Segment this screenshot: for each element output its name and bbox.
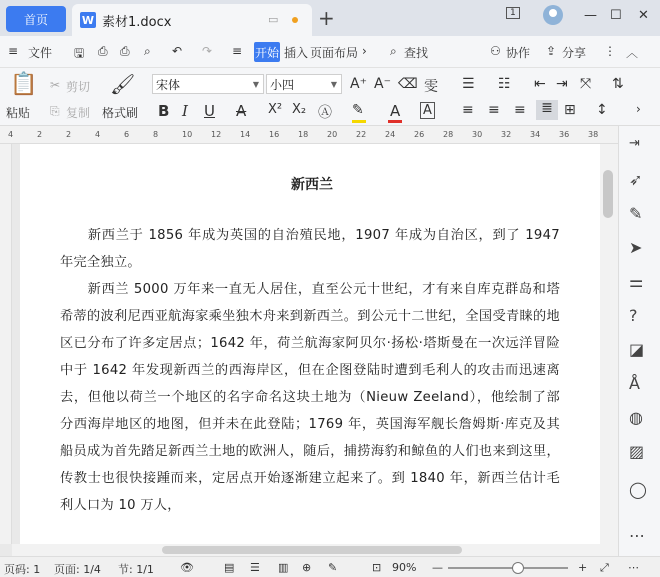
chevron-down-icon: ▼ [252, 79, 259, 89]
ruler-tick: 2 [66, 130, 72, 139]
ruler-tick: 14 [240, 130, 251, 139]
record-icon[interactable]: ◯ [629, 480, 647, 499]
zoom-level[interactable]: 90% [392, 561, 417, 574]
format-painter-button[interactable]: 格式刷 [102, 106, 139, 120]
section-indicator: 节: 1/1 [118, 563, 154, 576]
numbered-list-icon[interactable]: ☷ [498, 76, 511, 92]
image-icon[interactable]: ▨ [629, 442, 645, 461]
ribbon-more-icon[interactable]: › [636, 102, 641, 116]
menu-icon[interactable]: ≡ [8, 44, 19, 58]
ruler-tick: 24 [385, 130, 396, 139]
zoom-slider-knob[interactable] [512, 562, 524, 574]
share-icon: ⇪ [546, 44, 557, 58]
page-indicator[interactable]: 页面: 1/4 [54, 563, 101, 576]
read-view-icon[interactable]: ▥ [278, 561, 289, 574]
align-right-icon[interactable]: ≡ [514, 102, 526, 118]
paragraph-2[interactable]: 新西兰 5000 万年来一直无人居住，直至公元十世纪，才有来自库克群岛和塔希蒂的波利尼西亚航海家乘坐独木舟来到新西兰。到公元十二世纪，全国受青睐的地区已分布了许多定居点；1642 年，荷兰航海家阿贝尔·扬松·塔斯曼在一次远洋冒险中于 1642 年发现新西兰的西海岸区，但在企图登陆时遭到毛利人的攻击而迅速离去，但他以荷兰一个地区的名字命名这块土地为（Nieuw Zeeland），他绘制了部分西海岸地区的地图，但并未在此登陆；1769 年，英国海军舰长詹姆斯·库克及其船员成为首先踏足新西兰土地的欧洲人，随后，捕捞海豹和鲸鱼的人们也来到这里，传教士也很快接踵而来，定居点开始逐渐建立起来了。到 1840 年，新西兰估计毛利人口为 10 万人， [60, 282, 560, 513]
text-color-bar [388, 120, 402, 123]
fit-page-icon[interactable]: ⊡ [372, 561, 382, 574]
pinyin-icon[interactable]: 雯 [424, 79, 438, 95]
palette-icon[interactable]: ◍ [629, 408, 643, 427]
sidebar-more-icon[interactable]: ⋯ [629, 526, 645, 545]
underline-button[interactable]: U [204, 102, 215, 120]
unsaved-dot [292, 17, 298, 23]
tab-count-icon[interactable]: 1 [506, 7, 520, 19]
sliders-icon[interactable]: ⚌ [629, 272, 644, 291]
ruler-tick: 22 [356, 130, 367, 139]
document-page[interactable] [20, 144, 600, 544]
ribbon-toolbar [0, 68, 660, 126]
cut-icon: ✂ [50, 78, 61, 92]
justify-icon[interactable]: ≣ [536, 100, 558, 120]
document-area [12, 144, 600, 544]
ruler-tick: 18 [298, 130, 309, 139]
align-left-icon[interactable]: ≡ [462, 102, 474, 118]
avatar[interactable] [542, 4, 564, 30]
save-icon[interactable]: 🖫 [74, 46, 85, 60]
ruler-tick: 30 [472, 130, 483, 139]
ruler-tick: 10 [182, 130, 193, 139]
char-border-button[interactable]: A [420, 102, 435, 119]
increase-indent-icon[interactable]: ⇥ [556, 76, 568, 92]
ruler-tick: 36 [559, 130, 570, 139]
menu-more-chevron-icon[interactable]: › [362, 44, 367, 58]
zoom-out-button[interactable]: — [432, 561, 443, 574]
document-tab-title: 素材1.docx [102, 14, 172, 30]
quick-access-more-icon[interactable]: ≡ [232, 44, 243, 58]
status-bar [0, 556, 660, 577]
text-effect-icon[interactable]: Ⓐ [318, 105, 332, 121]
italic-button[interactable]: I [182, 102, 188, 120]
fullscreen-icon[interactable]: ⤢ [600, 561, 609, 574]
menu-page-layout[interactable]: 页面布局 [310, 46, 359, 60]
paste-button[interactable]: 粘贴 [6, 106, 31, 120]
vertical-scroll-thumb[interactable] [603, 170, 613, 218]
ruler-tick: 2 [37, 130, 43, 139]
grow-font-icon[interactable]: A⁺ [350, 76, 367, 92]
horizontal-ruler [0, 126, 618, 144]
strikethrough-button[interactable]: A [236, 102, 247, 120]
ruler-tick: 26 [414, 130, 425, 139]
collab-button[interactable]: 协作 [506, 46, 531, 60]
highlight-color-bar [352, 120, 366, 123]
share-button[interactable]: 分享 [562, 46, 587, 60]
settings-icon[interactable]: ⋯ [628, 561, 639, 574]
tab-bar [0, 0, 660, 36]
clear-format-icon[interactable]: ⌫ [398, 76, 418, 92]
decrease-indent-icon[interactable]: ⇤ [534, 76, 546, 92]
line-spacing-icon[interactable]: ↕ [596, 102, 608, 118]
font-family-select[interactable] [152, 74, 264, 94]
rocket-icon[interactable]: ➶ [629, 170, 643, 189]
outline-view-icon[interactable]: ☰ [250, 561, 260, 574]
right-sidebar [618, 126, 660, 556]
new-tab-button[interactable]: + [318, 6, 335, 30]
pen-mode-icon[interactable]: ✎ [328, 561, 338, 574]
document-title: 新西兰 [291, 177, 333, 193]
text-direction-icon[interactable]: ⤧ [580, 76, 592, 92]
zoom-in-button[interactable]: + [578, 561, 588, 574]
bullet-list-icon[interactable]: ☰ [462, 76, 475, 92]
wps-writer-icon: W [81, 13, 95, 27]
web-view-icon[interactable]: ⊕ [302, 561, 312, 574]
font-family-value: 宋体 [156, 77, 181, 92]
pen-icon[interactable]: ✎ [629, 204, 643, 223]
ruler-tick: 20 [327, 130, 338, 139]
ruler-tick: 34 [530, 130, 541, 139]
horizontal-scrollbar[interactable] [12, 544, 618, 556]
chevron-down-icon: ▼ [330, 79, 337, 89]
menu-start[interactable]: 开始 [254, 42, 280, 62]
format-painter-icon[interactable]: 🖌 [110, 72, 136, 96]
zoom-slider[interactable] [448, 567, 568, 569]
screen-icon[interactable]: ▭ [268, 13, 279, 26]
paste-icon[interactable]: 📋 [10, 72, 38, 97]
shapes-icon[interactable]: ◪ [629, 340, 645, 359]
ruler-tick: 28 [443, 130, 454, 139]
page-view-icon[interactable]: ▤ [224, 561, 235, 574]
help-icon[interactable]: ? [629, 306, 638, 325]
collapse-panel-icon[interactable]: ⇥ [629, 136, 640, 151]
copy-icon: ⎘ [50, 104, 60, 118]
sort-icon[interactable]: ⇅ [612, 76, 624, 92]
vertical-ruler [0, 144, 12, 544]
text-color-button[interactable]: A [390, 102, 401, 120]
maximize-button[interactable]: ☐ [610, 8, 622, 23]
paragraph-1[interactable]: 新西兰于 1856 年成为英国的自治殖民地，1907 年成为自治区，到了 1947 年完全独立。 [60, 228, 560, 270]
ruler-tick: 8 [153, 130, 159, 139]
print-icon[interactable]: ⎙ [120, 44, 130, 58]
text-style-icon[interactable]: Å [629, 374, 640, 393]
ruler-tick: 6 [124, 130, 130, 139]
cut-button[interactable]: 剪切 [66, 80, 91, 94]
superscript-button[interactable]: X² [268, 102, 283, 117]
tab-home[interactable]: 首页 [6, 6, 66, 32]
minimize-button[interactable]: — [584, 8, 597, 23]
ruler-tick: 4 [8, 130, 14, 139]
highlight-icon[interactable]: ✎ [352, 102, 364, 118]
search-icon[interactable]: ⌕ [390, 44, 397, 58]
menu-bar [0, 36, 660, 68]
ruler-tick: 12 [211, 130, 222, 139]
ruler-tick: 32 [501, 130, 512, 139]
horizontal-scroll-thumb[interactable] [162, 546, 462, 554]
align-center-icon[interactable]: ≡ [488, 102, 500, 118]
menu-file[interactable]: 文件 [28, 46, 53, 60]
font-size-value: 小四 [270, 77, 295, 92]
preview-icon[interactable]: ⌕ [144, 44, 151, 58]
copy-button[interactable]: 复制 [66, 106, 91, 120]
shrink-font-icon[interactable]: A⁻ [374, 76, 391, 92]
menu-insert[interactable]: 插入 [284, 46, 309, 60]
ruler-tick: 4 [95, 130, 101, 139]
more-options-icon[interactable]: ⋮ [604, 44, 616, 58]
close-button[interactable]: ✕ [638, 8, 649, 23]
export-icon[interactable]: ⎙ [98, 44, 108, 58]
collab-icon: ⚇ [490, 44, 501, 58]
search-button[interactable]: 查找 [404, 46, 429, 60]
subscript-button[interactable]: X₂ [292, 102, 307, 117]
undo-icon[interactable]: ↶ [172, 44, 183, 58]
collapse-ribbon-icon[interactable]: ︿ [626, 46, 639, 60]
font-size-select[interactable] [266, 74, 342, 94]
page-code: 页码: 1 [4, 563, 41, 576]
ruler-tick: 16 [269, 130, 280, 139]
ruler-tick: 38 [588, 130, 599, 139]
eye-icon[interactable]: 👁 [180, 561, 194, 574]
distribute-icon[interactable]: ⊞ [564, 102, 576, 118]
cursor-icon[interactable]: ➤ [629, 238, 643, 257]
bold-button[interactable]: B [158, 102, 170, 120]
redo-icon[interactable]: ↷ [202, 44, 213, 58]
tab-document[interactable] [72, 4, 312, 36]
